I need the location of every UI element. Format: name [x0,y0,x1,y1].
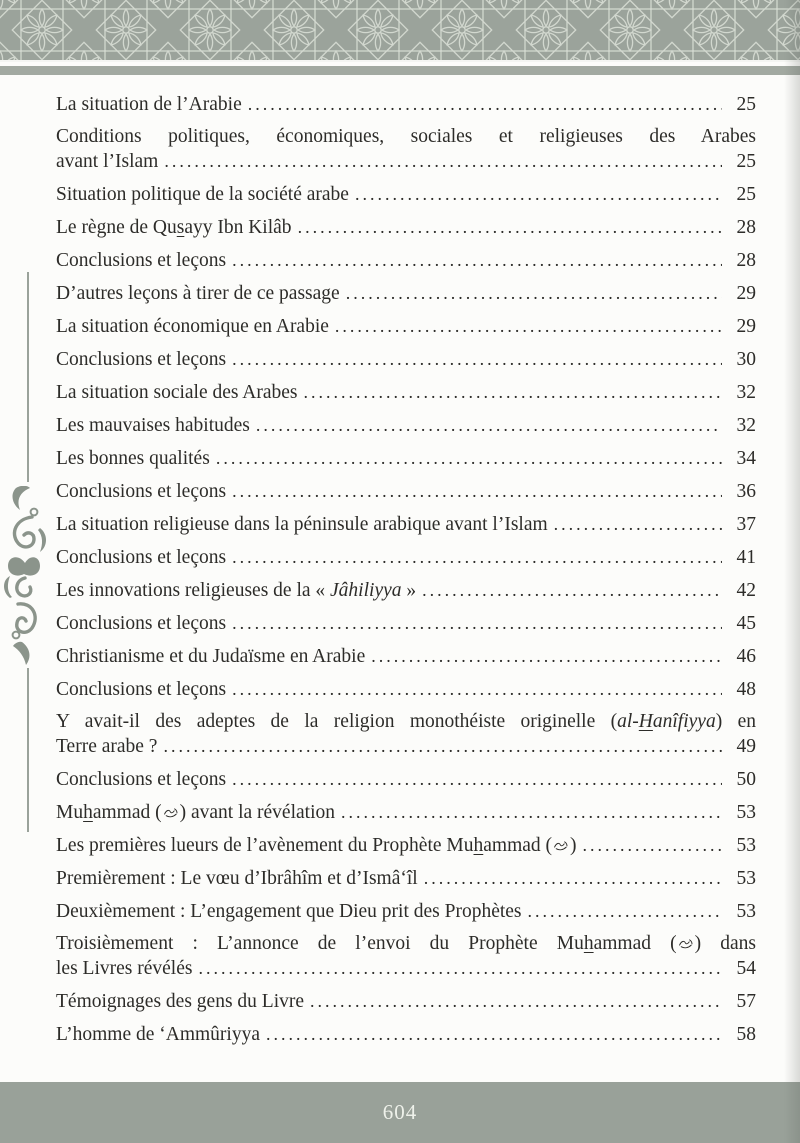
toc-entry [56,380,756,405]
saw-ligature-icon [678,937,694,950]
dot-leader [232,248,722,272]
toc-entry-title: Les innovations religieuses de la « Jâhiliyya » [56,580,417,601]
header-geometric-pattern-icon [0,0,800,62]
toc-entry-title: Conclusions et leçons [56,547,227,568]
toc-page-number: 49 [736,736,756,757]
dot-leader [422,578,722,602]
toc-entry-title: Terre arabe ? [56,736,158,757]
toc-entry-title: Conclusions et leçons [56,481,227,502]
toc-line [56,545,756,570]
toc-entry-title: Premièrement : Le vœu d’Ibrâhîm et d’Ismâ‘îl [56,868,418,889]
toc-line [56,989,756,1014]
toc-page-number: 28 [736,217,756,238]
toc-line [56,767,756,792]
toc-page-number: 37 [736,514,756,535]
toc-line [56,899,756,924]
toc-page-number: 25 [736,184,756,205]
toc-entry [56,281,756,306]
toc-entry [56,932,756,981]
toc-entry-title: La situation économique en Arabie [56,316,329,337]
toc-entry [56,677,756,702]
dot-leader [232,611,722,635]
toc-entry [56,347,756,372]
dot-leader [266,1022,722,1046]
dot-leader [528,899,722,923]
toc-entry [56,545,756,570]
toc-line [56,677,756,702]
toc-entry-title: D’autres leçons à tirer de ce passage [56,283,340,304]
dot-leader [424,866,722,890]
toc-page-number: 29 [736,316,756,337]
toc-entry [56,989,756,1014]
toc-line [56,281,756,306]
toc-page-number: 28 [736,250,756,271]
toc-entry-title: Conclusions et leçons [56,250,227,271]
toc-entry [56,479,756,504]
dot-leader [346,281,722,305]
toc-line [56,800,756,825]
toc-line [56,149,756,174]
toc-entry [56,800,756,825]
toc-entry-title: Les bonnes qualités [56,448,210,469]
toc-line [56,92,756,117]
toc-line [56,479,756,504]
toc-entry-title: Conclusions et leçons [56,613,227,634]
dot-leader [371,644,722,668]
toc-page-number: 50 [736,769,756,790]
dot-leader [198,956,722,980]
dot-leader [335,314,722,338]
footer-band [0,1082,800,1143]
toc-entry [56,182,756,207]
toc-line [56,611,756,636]
toc-entry [56,644,756,669]
dot-leader [163,734,722,758]
toc-line [56,446,756,471]
toc-entry [56,1022,756,1047]
toc-entry-title: avant l’Islam [56,151,159,172]
toc-line [56,182,756,207]
toc-entry [56,314,756,339]
toc-entry [56,512,756,537]
toc-entry [56,125,756,174]
toc-entry-title: Y avait-il des adeptes de la religion monothéiste originelle (al-Hanîfiyya) en [56,711,756,732]
dot-leader [232,767,722,791]
toc-entry [56,446,756,471]
toc-line [56,710,756,734]
toc-entry-title: Conclusions et leçons [56,679,227,700]
dot-leader [248,92,722,116]
toc-entry-title: Conclusions et leçons [56,349,227,370]
toc-entry-title: La situation de l’Arabie [56,94,242,115]
toc-page-number: 42 [736,580,756,601]
saw-ligature-icon [553,839,569,852]
toc-entry-title: Troisièmement : L’annonce de l’envoi du Prophète Muhammad ( ) dans [56,933,756,954]
toc-entry-title: Le règne de Qusayy Ibn Kilâb [56,217,292,238]
toc-line [56,644,756,669]
toc-entry [56,899,756,924]
toc-line [56,1022,756,1047]
toc-entry [56,710,756,759]
toc-page-number: 45 [736,613,756,634]
toc-page-number: 57 [736,991,756,1012]
dot-leader [583,833,722,857]
toc-line [56,215,756,240]
arabesque-ornament-icon [2,486,48,666]
toc-entry [56,413,756,438]
toc-entry [56,578,756,603]
dot-leader [232,677,722,701]
toc-line [56,578,756,603]
toc-page-number: 53 [736,802,756,823]
toc-page-number: 32 [736,415,756,436]
dot-leader [304,380,722,404]
left-vertical-rule-bottom [27,668,29,832]
dot-leader [232,479,722,503]
toc-entry-title: Les mauvaises habitudes [56,415,250,436]
toc-page-number: 29 [736,283,756,304]
toc-page-number: 53 [736,901,756,922]
toc-line [56,932,756,956]
toc-page-number: 32 [736,382,756,403]
toc-entry [56,248,756,273]
toc-line [56,956,756,981]
toc-page-number: 48 [736,679,756,700]
dot-leader [341,800,722,824]
toc-line [56,833,756,858]
dot-leader [216,446,722,470]
toc-line [56,413,756,438]
dot-leader [232,347,722,371]
toc-line [56,125,756,149]
toc-line [56,380,756,405]
toc-page-number: 53 [736,835,756,856]
dot-leader [298,215,722,239]
toc-entry-title: Témoignages des gens du Livre [56,991,305,1012]
toc-entry-title: La situation religieuse dans la péninsule arabique avant l’Islam [56,514,548,535]
toc-entry [56,611,756,636]
toc-page-number: 46 [736,646,756,667]
toc-entry-title: Les premières lueurs de l’avènement du Prophète Muhammad ( ) [56,835,577,856]
toc-page-number: 25 [736,94,756,115]
toc-page-number: 30 [736,349,756,370]
toc-entry-title: L’homme de ‘Ammûriyya [56,1024,260,1045]
saw-ligature-icon [163,806,179,819]
dot-leader [232,545,722,569]
toc-line [56,512,756,537]
toc-entry [56,92,756,117]
toc-entry [56,833,756,858]
toc-page-number: 41 [736,547,756,568]
toc-entry [56,215,756,240]
folio-page-number: 604 [382,1100,418,1124]
left-vertical-rule-top [27,272,29,482]
toc-line [56,314,756,339]
toc-page-number: 25 [736,151,756,172]
toc-page-number: 36 [736,481,756,502]
toc-entry-title: Muhammad ( ) avant la révélation [56,802,335,823]
dot-leader [164,149,722,173]
toc-page-number: 34 [736,448,756,469]
toc-line [56,248,756,273]
toc-entry-title: les Livres révélés [56,958,193,979]
toc-line [56,734,756,759]
toc-page-number: 53 [736,868,756,889]
toc-entry-title: Conclusions et leçons [56,769,227,790]
toc-entry [56,767,756,792]
header-rule-bar [0,66,800,75]
toc-page-number: 58 [736,1024,756,1045]
toc-entry-title: La situation sociale des Arabes [56,382,298,403]
toc-page-number: 54 [736,958,756,979]
toc-line [56,347,756,372]
toc-entry [56,866,756,891]
toc-entry-title: Conditions politiques, économiques, sociales et religieuses des Arabes [56,126,756,147]
dot-leader [310,989,722,1013]
dot-leader [256,413,722,437]
toc-entry-title: Deuxièmement : L’engagement que Dieu prit des Prophètes [56,901,522,922]
dot-leader [554,512,722,536]
toc-list [56,92,756,1055]
toc-line [56,866,756,891]
toc-entry-title: Christianisme et du Judaïsme en Arabie [56,646,366,667]
toc-entry-title: Situation politique de la société arabe [56,184,349,205]
dot-leader [355,182,722,206]
